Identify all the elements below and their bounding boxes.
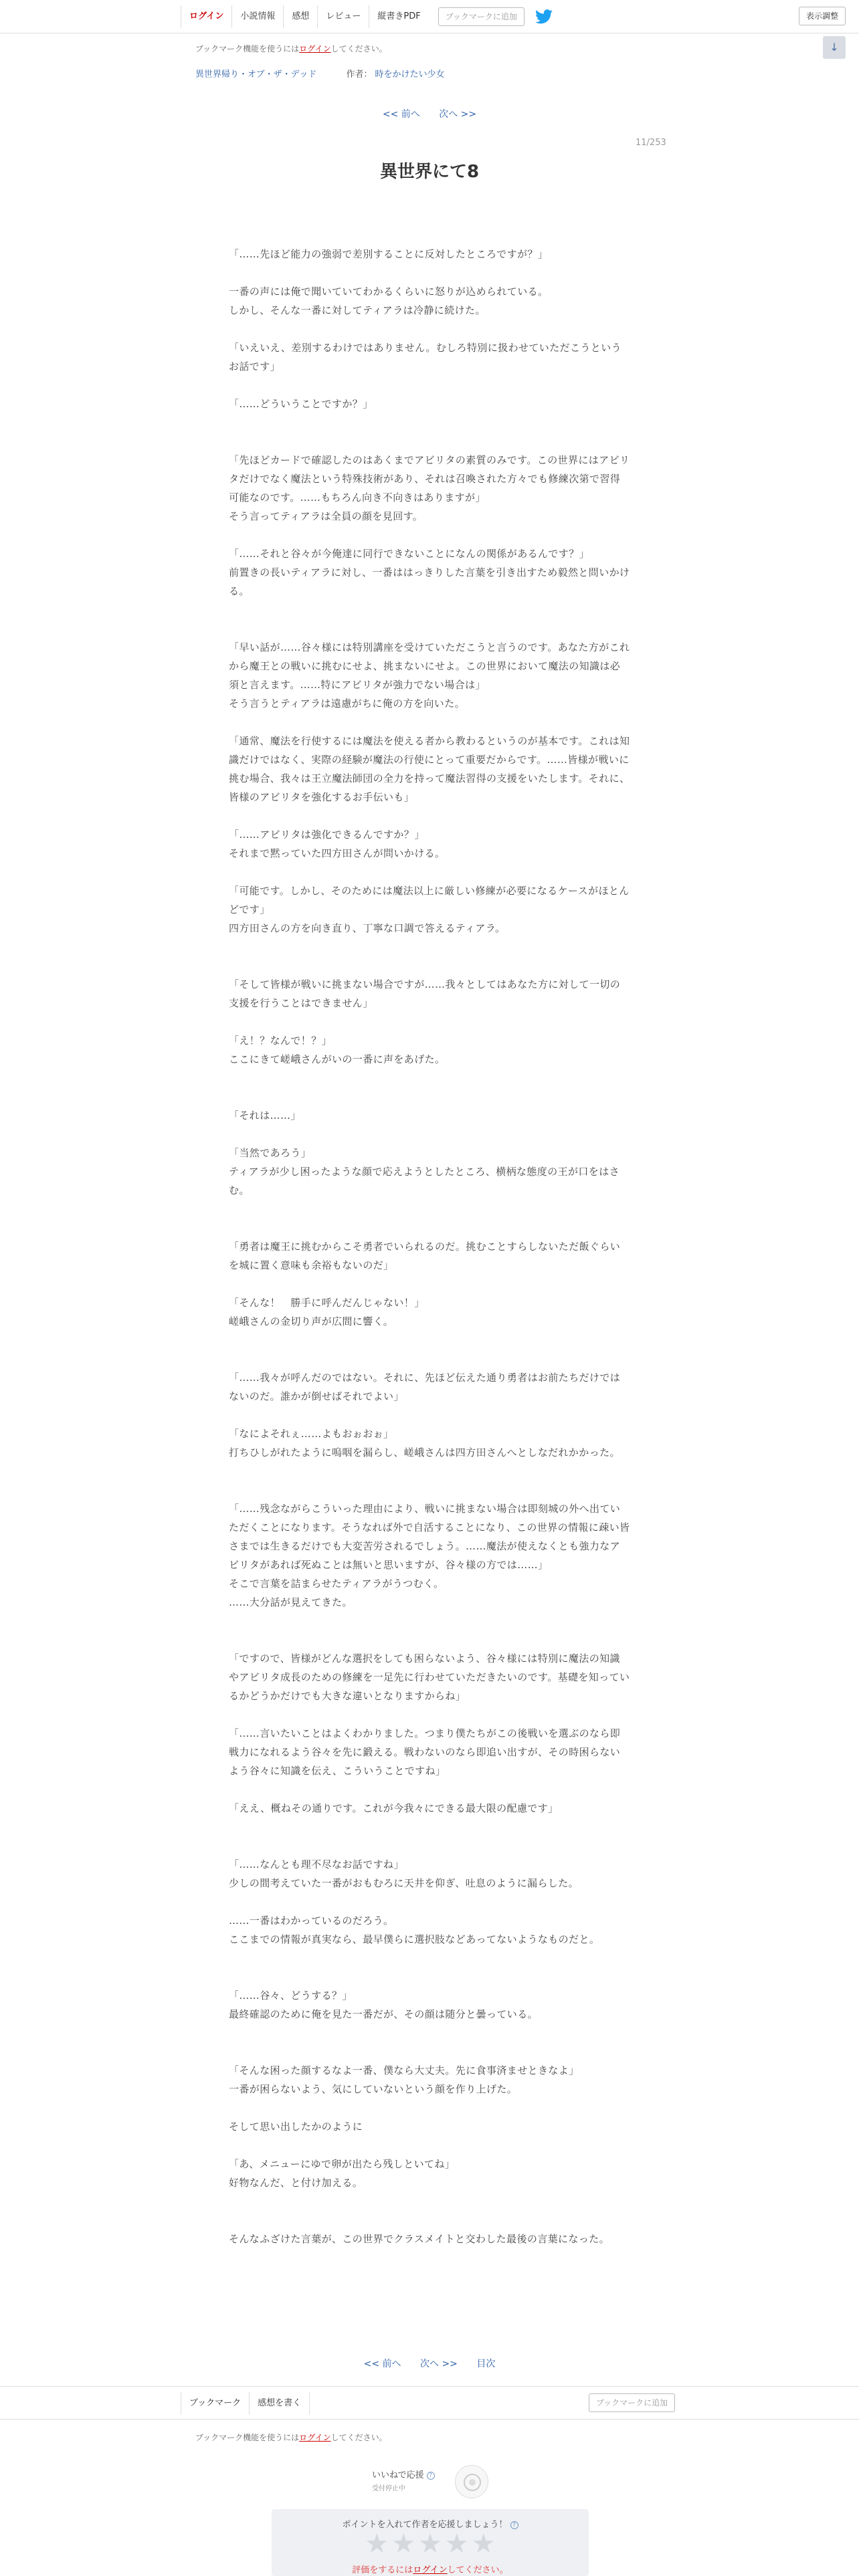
- blank-line: [229, 1012, 630, 1031]
- footer-nav: [181, 2392, 310, 2415]
- star-icon[interactable]: ★: [418, 2529, 442, 2559]
- star-icon[interactable]: ★: [444, 2529, 469, 2559]
- note-text-before: ブックマーク機能を使うには: [195, 44, 300, 53]
- blank-line: [229, 601, 630, 619]
- like-label: [372, 2468, 435, 2480]
- nav-vertical-pdf[interactable]: 縦書きPDF: [369, 5, 428, 28]
- novel-paragraph: 「いえいえ、差別するわけではありません。むしろ特別に扱わせていただこうというお話です」: [229, 342, 622, 372]
- novel-paragraph: 「ええ、概ねその通りです。これが今我々にできる最大限の配慮です」: [229, 1802, 559, 1814]
- novel-paragraph: 「当然であろう」 ティアラが少し困ったような顔で応えようとしたところ、横柄な態度の王が口をはさむ。: [229, 1147, 620, 1196]
- pager-bottom: [0, 2357, 859, 2370]
- novel-paragraph: 「……それと谷々が今俺達に同行できないことになんの関係があるんです？」 前置きの長いティアラに対し、一番ははっきりした言葉を引き出すため毅然と問いかける。: [229, 548, 630, 597]
- next-link-bottom[interactable]: 次へ >>: [420, 2359, 458, 2369]
- nav-novel-info[interactable]: 小説情報: [231, 5, 283, 28]
- page-count: 11/253: [636, 138, 666, 148]
- blank-line: [229, 956, 630, 975]
- pager-top: [0, 107, 859, 120]
- rating-stars: [272, 2529, 589, 2559]
- note-login-link[interactable]: ログイン: [299, 44, 331, 53]
- header-nav: [181, 5, 553, 28]
- blank-line: [229, 1612, 630, 1630]
- scroll-down-button[interactable]: [823, 36, 846, 59]
- rating-note-after: してください。: [447, 2565, 508, 2575]
- rating-title-text: ポイントを入れて作者を応援しましょう！: [342, 2520, 508, 2530]
- note-text-after: してください。: [330, 44, 387, 53]
- blank-line: [229, 1200, 630, 1218]
- blank-line: [229, 1462, 630, 1481]
- novel-paragraph: 「それは……」: [229, 1109, 301, 1121]
- novel-paragraph: 「そんな！ 勝手に呼んだんじゃない！」 嵯峨さんの金切り声が広間に響く。: [229, 1297, 425, 1327]
- novel-paragraph: 「あ、メニューにゆで卵が出たら残しといてね」 好物なんだ、と付け加える。: [229, 2158, 456, 2189]
- like-status: 受付停止中: [372, 2485, 405, 2492]
- blank-line: [229, 1949, 630, 1967]
- blank-line: [229, 320, 630, 338]
- novel-paragraph: 「通常、魔法を行使するには魔法を使える者から教わるというのが基本です。これは知識だけではなく、実際の経験が魔法の行使にとって重要だからです。……皆様が戦いに挑む場合、我々は王立魔法師団の全力を持って魔法習得の支援をいたします。それに、皆様のアビリタを強化するお手伝いも」: [229, 735, 630, 803]
- blank-line: [229, 938, 630, 956]
- blank-line: [229, 1350, 630, 1368]
- twitter-icon[interactable]: [535, 9, 553, 24]
- blank-line: [229, 2024, 630, 2042]
- bookmark-login-note: [195, 43, 387, 54]
- blank-line: [229, 619, 630, 638]
- like-button[interactable]: [455, 2465, 488, 2498]
- blank-line: [229, 2042, 630, 2061]
- novel-paragraph: 「早い話が……谷々様には特別講座を受けていただこうと言うのです。あなた方がこれから魔王との戦いに挑むにせよ、挑まないにせよ。この世界において魔法の知識は必須と言えます。……特にアビリタが強力でない場合は」 そう言うとティアラは遠慮がちに俺の方を向いた。: [229, 641, 630, 710]
- blank-line: [229, 2211, 630, 2230]
- blank-line: [229, 1818, 630, 1836]
- novel-paragraph: そして思い出したかのように: [229, 2121, 363, 2133]
- blank-line: [229, 1780, 630, 1799]
- novel-paragraph: 「そんな困った顔するなよ一番、僕なら大丈夫。先に食事済ませときなよ」 一番が困らないよう、気にしていないという顔を作り上げた。: [229, 2064, 579, 2095]
- blank-line: [229, 1069, 630, 1087]
- blank-line: [229, 807, 630, 825]
- blank-line: [229, 2192, 630, 2211]
- bookmark-add-button-bottom[interactable]: ブックマークに追加: [589, 2393, 675, 2412]
- series-link[interactable]: 異世界帰り・オブ・ザ・デッド: [195, 70, 317, 80]
- novel-paragraph: 「……なんとも理不尽なお話ですね」 少しの間考えていた一番がおもむろに天井を仰ぎ、吐息のように漏らした。: [229, 1858, 579, 1889]
- author-link[interactable]: 時をかけたい少女: [375, 70, 445, 80]
- blank-line: [229, 376, 630, 395]
- bookmark-add-button[interactable]: ブックマークに追加: [438, 7, 524, 26]
- blank-line: [229, 263, 630, 282]
- footer-bar: [0, 2386, 859, 2420]
- novel-paragraph: 「……我々が呼んだのではない。それに、先ほど伝えた通り勇者はお前たちだけではないのだ。誰かが倒せばそれでよい」: [229, 1372, 621, 1402]
- footer-bookmark[interactable]: ブックマーク: [181, 2392, 249, 2415]
- novel-paragraph: 「……谷々、どうする？」 最終確認のために俺を見た一番だが、その顔は随分と曇っている。: [229, 1990, 539, 2020]
- blank-line: [229, 1967, 630, 1986]
- note2-text-before: ブックマーク機能を使うには: [195, 2433, 300, 2442]
- star-icon[interactable]: ★: [365, 2529, 389, 2559]
- novel-paragraph: 「……残念ながらこういった理由により、戦いに挑まない場合は即刻城の外へ出ていただくことになります。そうなれば外で自活することになり、この世界の情報に疎い皆さまでは生きるだけでも大変苦労されるでしょう。……魔法が使えなくとも強力なアビリタがあれば死ぬことは無いと思いますが、谷々様の方では……」 そこで言葉を詰まらせたティアラがうつむく。 ……大分話が見えてきた。: [229, 1503, 630, 1608]
- blank-line: [229, 1125, 630, 1144]
- author-label: 作者：: [346, 70, 373, 80]
- novel-paragraph: 「……先ほど能力の強弱で差別することに反対したところですが？」: [229, 248, 549, 260]
- blank-line: [229, 1481, 630, 1499]
- blank-line: [229, 713, 630, 732]
- next-link-top[interactable]: 次へ >>: [439, 109, 477, 120]
- novel-body: [229, 245, 630, 2248]
- novel-paragraph: 「ですので、皆様がどんな選択をしても困らないよう、谷々様には特別に魔法の知識やアビリタ成長のための修練を一足先に行わせていただきたいのです。基礎を知っているかどうかだけでも大きな違いとなりますからね」: [229, 1652, 630, 1702]
- blank-line: [229, 2099, 630, 2117]
- prev-link-top[interactable]: << 前へ: [382, 109, 420, 120]
- blank-line: [229, 1331, 630, 1350]
- footer-write-review[interactable]: 感想を書く: [249, 2392, 310, 2415]
- blank-line: [229, 413, 630, 432]
- nav-review[interactable]: レビュー: [317, 5, 369, 28]
- help-icon[interactable]: ?: [427, 2472, 435, 2480]
- novel-paragraph: 「……アビリタは強化できるんですか？」 それまで黙っていた四方田さんが問いかける。: [229, 829, 446, 859]
- novel-paragraph: 一番の声には俺で聞いていてわかるくらいに怒りが込められている。 しかし、そんな一番に対してティアラは冷静に続けた。: [229, 286, 549, 316]
- novel-paragraph: ……一番はわかっているのだろう。 ここまでの情報が真実なら、最早僕らに選択肢などあってないようなものだと。: [229, 1915, 600, 1945]
- bookmark-login-note-bottom: [195, 2432, 387, 2443]
- nav-impressions[interactable]: 感想: [283, 5, 317, 28]
- rating-login-link[interactable]: ログイン: [413, 2565, 448, 2575]
- rating-login-note: [272, 2563, 589, 2575]
- blank-line: [229, 1705, 630, 1724]
- blank-line: [229, 1406, 630, 1424]
- blank-line: [229, 1630, 630, 1649]
- blank-line: [229, 1836, 630, 1855]
- arrow-down-icon: ↓: [830, 41, 839, 53]
- novel-paragraph: 「先ほどカードで確認したのはあくまでアビリタの素質のみです。この世界にはアビリタだけでなく魔法という特殊技術があり、それは召喚された方々でも修練次第で習得可能なのです。……もちろん向き不向きはありますが」 そう言ってティアラは全員の顔を見回す。: [229, 454, 630, 522]
- blank-line: [229, 863, 630, 881]
- like-section: [372, 2465, 492, 2498]
- rating-help-icon[interactable]: ?: [510, 2521, 518, 2529]
- blank-line: [229, 1218, 630, 1237]
- nav-login[interactable]: ログイン: [181, 5, 231, 28]
- note2-text-after: してください。: [330, 2433, 387, 2442]
- novel-paragraph: 「……言いたいことはよくわかりました。つまり僕たちがこの後戦いを選ぶのなら即戦力になれるよう谷々を先に鍛える。戦わないのなら即追い出すが、その時困らないよう谷々に知識を伝え、こういうことですね」: [229, 1727, 621, 1777]
- novel-paragraph: 「そして皆様が戦いに挑まない場合ですが……我々としてはあなた方に対して一切の支援を行うことはできません」: [229, 978, 621, 1009]
- novel-paragraph: 「なによそれぇ……よもおぉおぉ」 打ちひしがれたように嗚咽を漏らし、嵯峨さんは四方田さんへとしなだれかかった。: [229, 1428, 620, 1459]
- star-icon[interactable]: ★: [391, 2529, 416, 2559]
- display-settings-button[interactable]: 表示調整: [799, 7, 846, 25]
- chapter-title: 異世界にて8: [379, 162, 480, 182]
- series-author-line: [195, 67, 445, 80]
- novel-paragraph: そんなふざけた言葉が、この世界でクラスメイトと交わした最後の言葉になった。: [229, 2233, 610, 2245]
- rating-panel: [272, 2509, 589, 2576]
- blank-line: [229, 1893, 630, 1911]
- blank-line: [229, 526, 630, 544]
- toc-link[interactable]: 目次: [476, 2359, 496, 2369]
- note2-login-link[interactable]: ログイン: [299, 2433, 331, 2442]
- blank-line: [229, 432, 630, 451]
- novel-paragraph: 「勇者は魔王に挑むからこそ勇者でいられるのだ。挑むことすらしないただ飯ぐらいを城に置く意味も余裕もないのだ」: [229, 1241, 621, 1271]
- novel-paragraph: 「可能です。しかし、そのためには魔法以上に厳しい修練が必要になるケースがほとんどです」 四方田さんの方を向き直り、丁寧な口調で答えるティアラ。: [229, 885, 630, 934]
- novel-paragraph: 「……どういうことですか？」: [229, 398, 373, 410]
- header-bar: [0, 0, 859, 33]
- like-label-text: いいねで応援: [372, 2470, 424, 2480]
- rating-note-before: 評価をするには: [352, 2565, 413, 2575]
- like-icon: [456, 2466, 489, 2499]
- star-icon[interactable]: ★: [471, 2529, 496, 2559]
- blank-line: [229, 2136, 630, 2155]
- prev-link-bottom[interactable]: << 前へ: [363, 2359, 401, 2369]
- blank-line: [229, 1275, 630, 1293]
- novel-paragraph: 「え！？なんで！？」 ここにきて嵯峨さんがいの一番に声をあげた。: [229, 1035, 446, 1065]
- blank-line: [229, 1087, 630, 1106]
